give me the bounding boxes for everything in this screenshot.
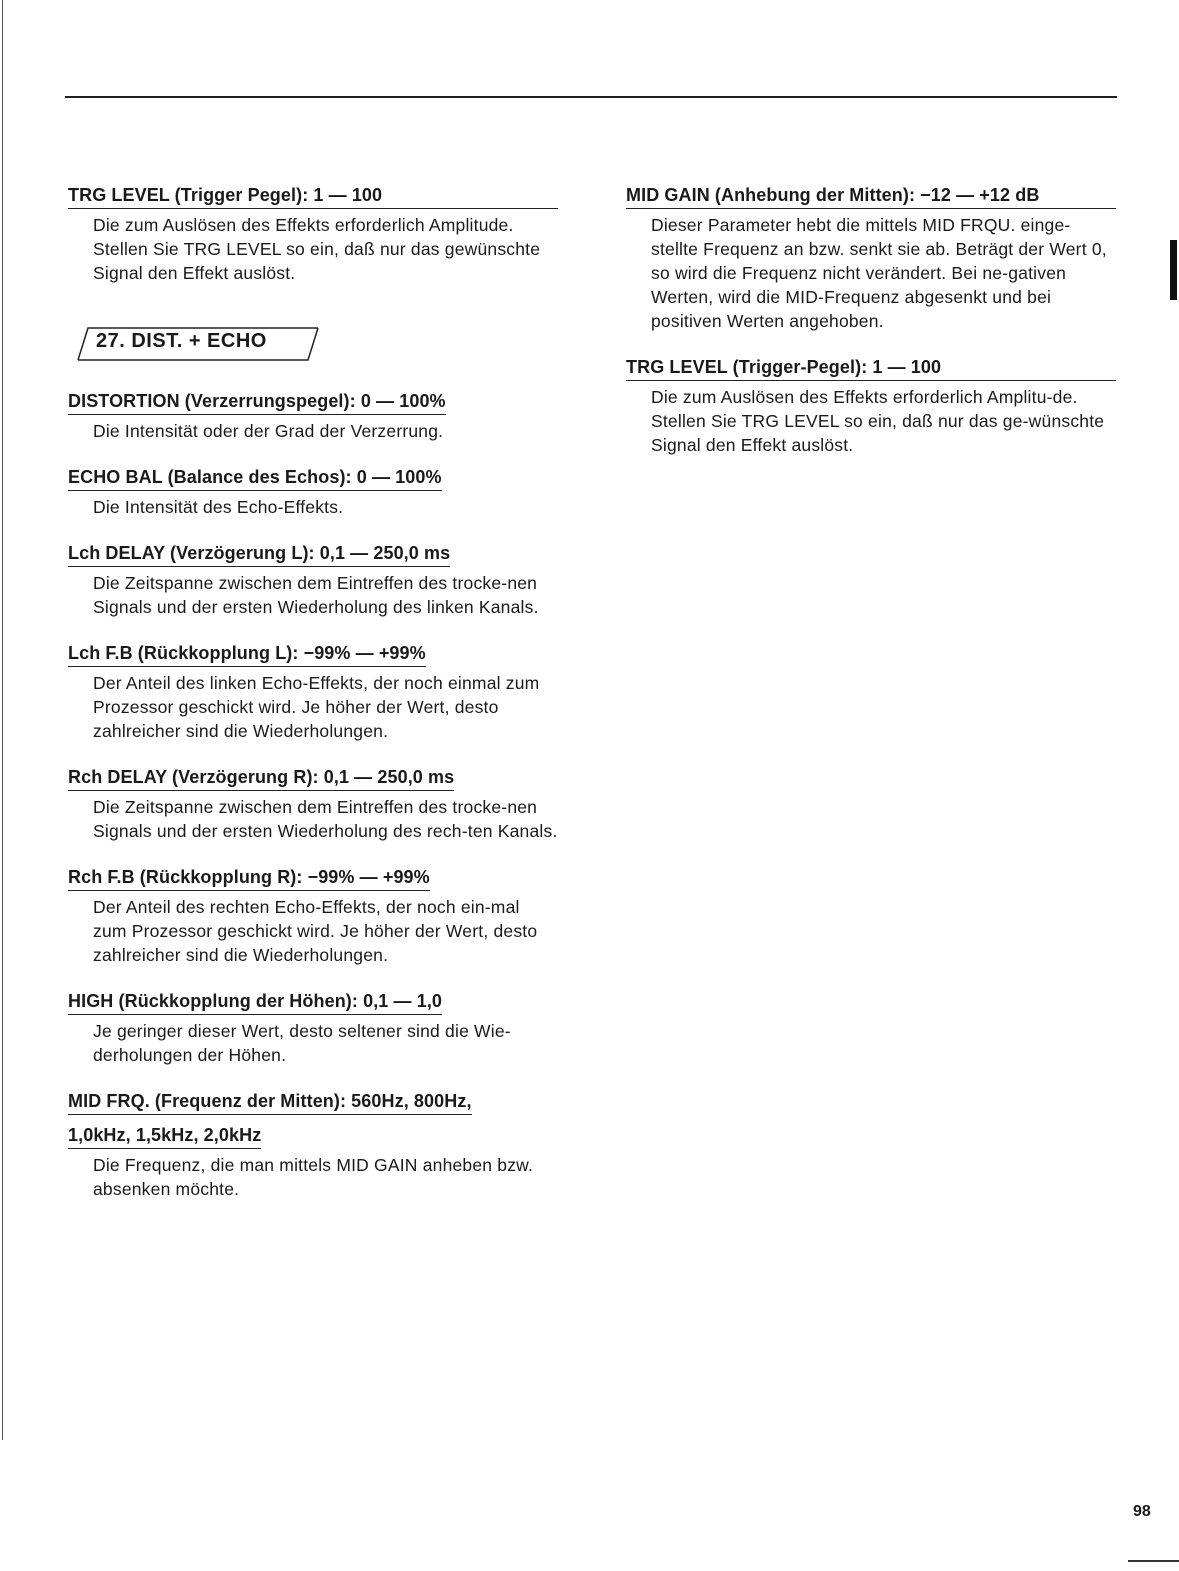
param-heading: HIGH (Rückkopplung der Höhen): 0,1 — 1,0 xyxy=(68,989,442,1015)
param-description: Der Anteil des linken Echo-Effekts, der noch einmal zum Prozessor geschickt wird. Je höher der Wert, desto zahlreicher sind die Wiederholungen. xyxy=(93,673,540,741)
param-heading: TRG LEVEL (Trigger-Pegel): 1 — 100 xyxy=(626,355,1116,381)
param-description: Dieser Parameter hebt die mittels MID FRQU. einge-stellte Frequenz an bzw. senkt sie ab. Beträgt der Wert 0, so wird die Frequenz nicht verändert. Bei ne-gativen Werten, wird die MID-Frequenz abgesenkt und bei positiven Werten angehoben. xyxy=(651,215,1107,331)
param-heading: Rch DELAY (Verzögerung R): 0,1 — 250,0 ms xyxy=(68,765,454,791)
param-heading: ECHO BAL (Balance des Echos): 0 — 100% xyxy=(68,465,442,491)
page-left-border xyxy=(2,0,3,1440)
param-lch-fb xyxy=(68,641,558,743)
section-header xyxy=(68,327,558,361)
param-rch-delay xyxy=(68,765,558,843)
param-description: Die zum Auslösen des Effekts erforderlich Amplitu-de. Stellen Sie TRG LEVEL so ein, daß nur das ge-wünschte Signal den Effekt auslöst. xyxy=(651,387,1105,455)
thumb-index-tab xyxy=(1170,240,1177,300)
param-trg-level-right xyxy=(626,355,1116,457)
corner-mark xyxy=(1128,1560,1179,1562)
param-heading: Rch F.B (Rückkopplung R): −99% — +99% xyxy=(68,865,430,891)
param-heading: Lch DELAY (Verzögerung L): 0,1 — 250,0 ms xyxy=(68,541,450,567)
param-heading: MID FRQ. (Frequenz der Mitten): 560Hz, 800Hz, xyxy=(68,1089,472,1115)
param-description: Der Anteil des rechten Echo-Effekts, der noch ein-mal zum Prozessor geschickt wird. Je höher der Wert, desto zahlreicher sind die Wiederholungen. xyxy=(93,897,538,965)
page-number: 98 xyxy=(1133,1503,1151,1520)
param-description: Je geringer dieser Wert, desto seltener sind die Wie-derholungen der Höhen. xyxy=(93,1021,511,1065)
param-trg-level-left xyxy=(68,183,558,285)
param-description: Die Zeitspanne zwischen dem Eintreffen des trocke-nen Signals und der ersten Wiederholung des linken Kanals. xyxy=(93,573,539,617)
header-rule xyxy=(65,96,1117,98)
param-lch-delay xyxy=(68,541,558,619)
right-column xyxy=(626,183,1116,479)
param-heading: DISTORTION (Verzerrungspegel): 0 — 100% xyxy=(68,389,446,415)
param-heading-continued: 1,0kHz, 1,5kHz, 2,0kHz xyxy=(68,1123,261,1149)
param-mid-gain xyxy=(626,183,1116,333)
param-echo-bal xyxy=(68,465,558,519)
param-description: Die Intensität des Echo-Effekts. xyxy=(93,497,344,517)
param-high xyxy=(68,989,558,1067)
section-title: 27. DIST. + ECHO xyxy=(96,330,267,352)
param-description: Die Zeitspanne zwischen dem Eintreffen des trocke-nen Signals und der ersten Wiederholung des rech-ten Kanals. xyxy=(93,797,558,841)
left-column xyxy=(68,183,558,1223)
param-description: Die zum Auslösen des Effekts erforderlich Amplitude. Stellen Sie TRG LEVEL so ein, daß nur das gewünschte Signal den Effekt auslöst. xyxy=(93,215,541,283)
param-rch-fb xyxy=(68,865,558,967)
param-description: Die Frequenz, die man mittels MID GAIN anheben bzw. absenken möchte. xyxy=(93,1155,534,1199)
param-description: Die Intensität oder der Grad der Verzerrung. xyxy=(93,421,444,441)
param-heading: TRG LEVEL (Trigger Pegel): 1 — 100 xyxy=(68,183,558,209)
param-distortion xyxy=(68,389,558,443)
param-heading: MID GAIN (Anhebung der Mitten): −12 — +12 dB xyxy=(626,183,1116,209)
param-heading: Lch F.B (Rückkopplung L): −99% — +99% xyxy=(68,641,426,667)
param-mid-frq xyxy=(68,1089,558,1201)
